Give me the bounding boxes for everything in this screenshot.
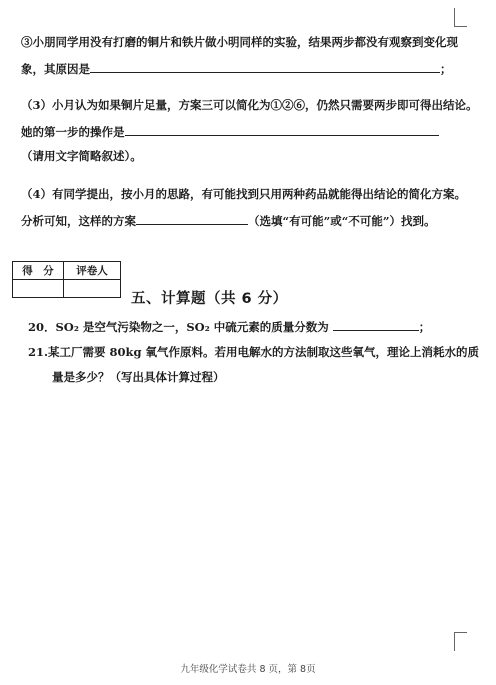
page-footer: 九年级化学试卷共 8 页，第 8页	[180, 664, 316, 675]
q5-line-2-suffix: （选填“有可能”或“不可能”）找到。	[248, 214, 436, 228]
section-title: 五、计算题（共 6 分）	[131, 291, 288, 307]
q4-line-2-prefix: 她的第一步的操作是	[21, 125, 125, 139]
score-header: 得 分	[13, 262, 64, 280]
answer-blank-reason[interactable]	[90, 60, 440, 73]
answer-blank-sulfur-fraction[interactable]	[333, 318, 419, 331]
answer-blank-first-step[interactable]	[125, 123, 439, 136]
q4-line-3: （请用文字简略叙述）。	[21, 149, 142, 163]
q5-line-1: （4）有同学提出，按小月的思路，有可能找到只用两种药品就能得出结论的简化方案。	[21, 187, 466, 201]
q20-line	[28, 318, 430, 335]
q3-line-2-suffix: ；	[440, 62, 452, 76]
crop-mark-bottom-right	[454, 632, 467, 651]
q4-line-2	[21, 123, 439, 140]
q3-line-2-prefix: 象，其原因是	[21, 62, 90, 76]
answer-blank-possible[interactable]	[136, 212, 248, 225]
score-table	[12, 261, 121, 298]
q20-suffix: ；	[418, 320, 431, 334]
grader-cell[interactable]	[64, 280, 121, 298]
q20-prefix: 20．SO₂ 是空气污染物之一，SO₂ 中硫元素的质量分数为	[28, 320, 329, 334]
q5-line-2	[21, 212, 435, 229]
q21-line-1: 21.某工厂需要 80kg 氧气作原料。若用电解水的方法制取这些氧气，理论上消耗水的质	[28, 345, 480, 359]
q5-line-2-prefix: 分析可知，这样的方案	[21, 214, 136, 228]
grader-header: 评卷人	[64, 262, 121, 280]
q21-line-2: 量是多少？（写出具体计算过程）	[52, 370, 225, 384]
q3-line-2	[21, 60, 452, 77]
crop-mark-top-right	[454, 8, 467, 27]
q4-line-1: （3）小月认为如果铜片足量，方案三可以简化为①②⑥，仍然只需要两步即可得出结论。	[21, 98, 478, 112]
score-cell[interactable]	[13, 280, 64, 298]
q3-line-1: ③小朋同学用没有打磨的铜片和铁片做小明同样的实验，结果两步都没有观察到变化现	[21, 35, 458, 49]
